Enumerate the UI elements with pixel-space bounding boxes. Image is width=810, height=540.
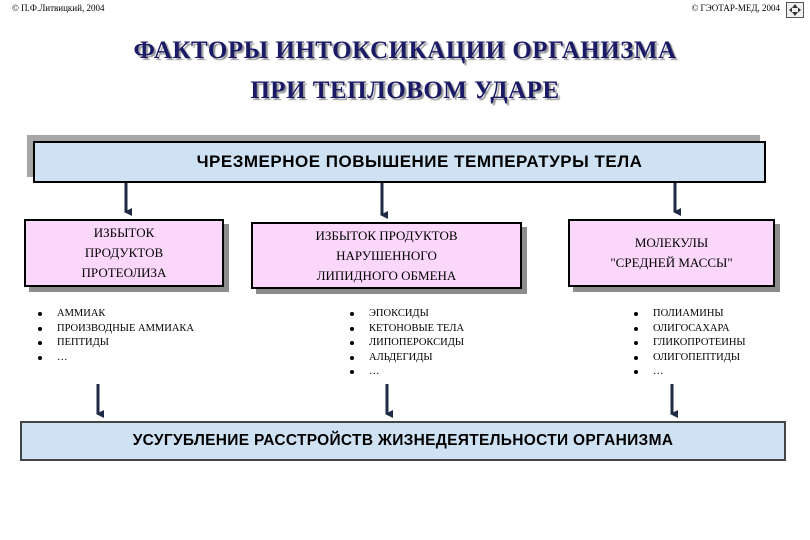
middle-mass-molecules-list xyxy=(634,307,746,380)
list-item: ОЛИГОСАХАРА xyxy=(634,322,746,337)
top-cause-box xyxy=(33,141,766,183)
list-item: ЛИПОПЕРОКСИДЫ xyxy=(350,336,464,351)
top-cause-label: ЧРЕЗМЕРНОЕ ПОВЫШЕНИЕ ТЕМПЕРАТУРЫ ТЕЛА xyxy=(196,152,643,171)
lipid-products-list xyxy=(350,307,464,380)
factor-label-proteolysis: ИЗБЫТОК ПРОДУКТОВ ПРОТЕОЛИЗА xyxy=(81,225,167,280)
list-item: ПРОИЗВОДНЫЕ АММИАКА xyxy=(38,322,194,337)
page-title-line-1: ФАКТОРЫ ИНТОКСИКАЦИИ ОРГАНИЗМА xyxy=(133,37,677,64)
list-item: АММИАК xyxy=(38,307,194,322)
list-item: ПОЛИАМИНЫ xyxy=(634,307,746,322)
outcome-label: УСУГУБЛЕНИЕ РАССТРОЙСТВ ЖИЗНЕДЕЯТЕЛЬНОСТИ ОРГАНИЗМА xyxy=(132,432,674,449)
list-item: ПЕПТИДЫ xyxy=(38,336,194,351)
copyright-right: © ГЭОТАР-МЕД, 2004 xyxy=(691,3,780,13)
outcome-box xyxy=(20,421,786,461)
factor-box-middle-mass-molecules xyxy=(568,219,775,287)
proteolysis-products-list xyxy=(38,307,194,365)
page-title-line-2: ПРИ ТЕПЛОВОМ УДАРЕ xyxy=(250,77,560,104)
list-item: ЭПОКСИДЫ xyxy=(350,307,464,322)
list-item: АЛЬДЕГИДЫ xyxy=(350,351,464,366)
list-item: … xyxy=(38,351,194,366)
list-item: ГЛИКОПРОТЕИНЫ xyxy=(634,336,746,351)
list-item: ОЛИГОПЕПТИДЫ xyxy=(634,351,746,366)
factor-label-lipid-metabolism: ИЗБЫТОК ПРОДУКТОВ НАРУШЕННОГО ЛИПИДНОГО ОБМЕНА xyxy=(315,227,458,283)
list-item: … xyxy=(634,365,746,380)
factor-label-middle-mass-molecules: МОЛЕКУЛЫ "СРЕДНЕЙ МАССЫ" xyxy=(610,235,733,270)
list-item: … xyxy=(350,365,464,380)
factor-box-lipid-metabolism xyxy=(251,222,522,289)
list-item: КЕТОНОВЫЕ ТЕЛА xyxy=(350,322,464,337)
copyright-left: © П.Ф.Литвицкий, 2004 xyxy=(12,3,105,13)
factor-box-proteolysis xyxy=(24,219,224,287)
